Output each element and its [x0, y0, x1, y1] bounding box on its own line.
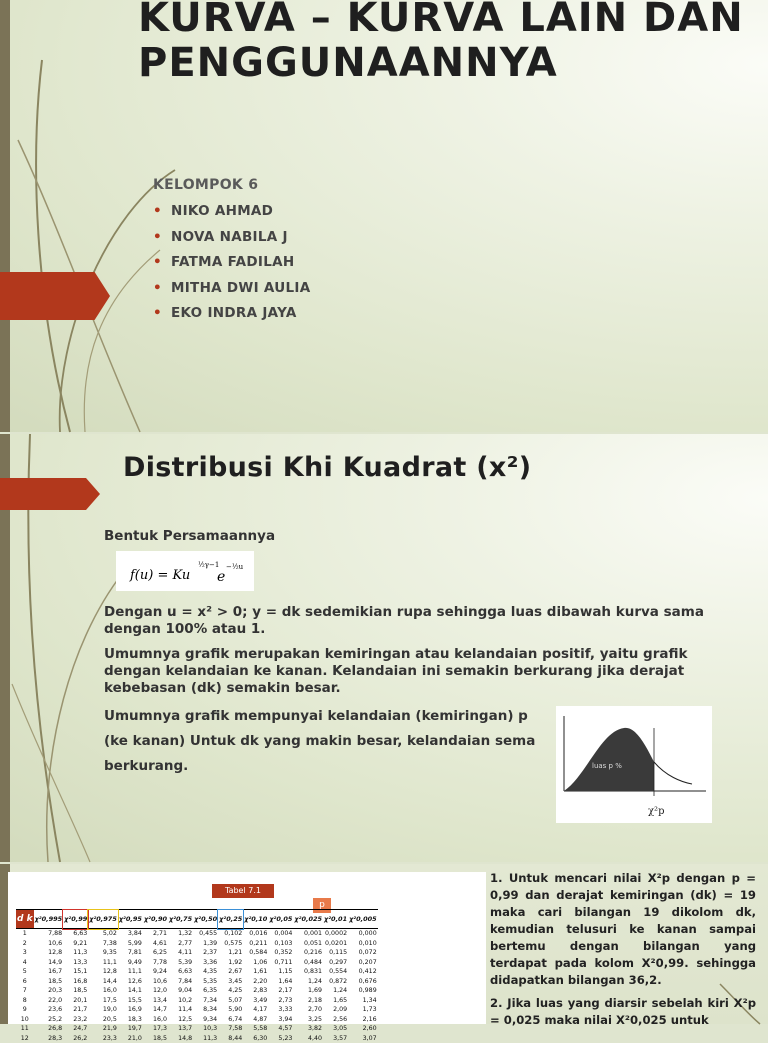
table-cell: 1,39	[193, 939, 218, 949]
table-cell: 0,016	[243, 929, 268, 939]
table-cell: 7,78	[143, 958, 168, 968]
dk-cell: 9	[16, 1005, 34, 1015]
table-cell: 13,4	[143, 996, 168, 1006]
table-cell: 23,6	[34, 1005, 64, 1015]
explanation-step-1: 1. Untuk mencari nilai X²p dengan p = 0,99 dan derajat kemiringan (dk) = 19 maka cari bilangan 19 dikolom dk, kemudian telusuri ke kanan sampai bertemu dengan bilangan yang terdapat pada kolom X²0,99. sehingga didapatkan bilangan 36,2.	[490, 870, 756, 989]
table-cell: 2,56	[323, 1015, 348, 1025]
table-cell: 0,072	[348, 948, 378, 958]
table-cell: 13,3	[63, 958, 88, 968]
table-cell: 7,58	[218, 1024, 243, 1034]
table-cell: 0,0002	[323, 929, 348, 939]
table-cell: 0,010	[348, 939, 378, 949]
table-header: χ²0,995	[34, 910, 64, 929]
table-cell: 6,25	[143, 948, 168, 958]
table-cell: 2,20	[243, 977, 268, 987]
table-cell: 7,38	[88, 939, 118, 949]
table-cell: 3,05	[323, 1024, 348, 1034]
formula-image	[116, 551, 254, 591]
table-cell: 20,1	[63, 996, 88, 1006]
table-cell: 0,103	[268, 939, 293, 949]
table-cell: 4,61	[143, 939, 168, 949]
table-header: χ²0,50	[193, 910, 218, 929]
table-cell: 0,004	[268, 929, 293, 939]
table-cell: 0,102	[218, 929, 243, 939]
table-header: χ²0,95	[118, 910, 143, 929]
table-cell: 20,5	[88, 1015, 118, 1025]
svg-text:e: e	[217, 569, 225, 585]
table-cell: 21,9	[88, 1024, 118, 1034]
table-cell: 5,02	[88, 929, 118, 939]
table-cell: 0,711	[268, 958, 293, 968]
table-cell: 0,352	[268, 948, 293, 958]
table-cell: 0,584	[243, 948, 268, 958]
table-cell: 0,211	[243, 939, 268, 949]
table-cell: 16,0	[143, 1015, 168, 1025]
table-cell: 4,11	[168, 948, 193, 958]
table-cell: 23,3	[88, 1034, 118, 1043]
table-cell: 12,0	[143, 986, 168, 996]
table-cell: 0,051	[293, 939, 323, 949]
table-cell: 1,61	[243, 967, 268, 977]
table-cell: 2,37	[193, 948, 218, 958]
chi-square-curve	[556, 706, 712, 823]
formula-graphic	[116, 551, 254, 591]
table-cell: 17,5	[88, 996, 118, 1006]
table-cell: 12,6	[118, 977, 143, 987]
dk-cell: 3	[16, 948, 34, 958]
table-cell: 3,36	[193, 958, 218, 968]
table-cell: 5,99	[118, 939, 143, 949]
dk-cell: 5	[16, 967, 34, 977]
table-cell: 4,57	[268, 1024, 293, 1034]
table-cell: 0,297	[323, 958, 348, 968]
table-cell: 3,49	[243, 996, 268, 1006]
chi-square-table-image	[8, 872, 486, 1024]
explanation-text	[490, 870, 756, 1035]
group-label: KELOMPOK 6	[153, 177, 258, 193]
table-cell: 5,35	[193, 977, 218, 987]
table-cell: 0,216	[293, 948, 323, 958]
slide-title	[0, 0, 768, 432]
table-header: χ²0,005	[348, 910, 378, 929]
table-cell: 11,1	[118, 967, 143, 977]
table-cell: 7,84	[168, 977, 193, 987]
table-cell: 21,0	[118, 1034, 143, 1043]
table-cell: 1,73	[348, 1005, 378, 1015]
chart-label: luas p %	[592, 762, 622, 770]
table-row	[16, 939, 378, 949]
table-row	[16, 958, 378, 968]
table-cell: 3,94	[268, 1015, 293, 1025]
table-cell: 4,17	[243, 1005, 268, 1015]
table-row	[16, 1034, 378, 1043]
table-cell: 13,7	[168, 1024, 193, 1034]
table-header: χ²0,25	[218, 910, 243, 929]
table-cell: 1,69	[293, 986, 323, 996]
table-row	[16, 977, 378, 987]
table-cell: 9,21	[63, 939, 88, 949]
table-cell: 2,77	[168, 939, 193, 949]
table-header: χ²0,10	[243, 910, 268, 929]
dk-cell: 11	[16, 1024, 34, 1034]
table-cell: 8,34	[193, 1005, 218, 1015]
table-cell: 14,1	[118, 986, 143, 996]
table-cell: 4,25	[218, 986, 243, 996]
table-cell: 4,35	[193, 967, 218, 977]
table-cell: 8,44	[218, 1034, 243, 1043]
accent-tab	[0, 478, 100, 510]
table-cell: 24,7	[63, 1024, 88, 1034]
table-cell: 3,07	[348, 1034, 378, 1043]
table-cell: 18,3	[118, 1015, 143, 1025]
table-cell: 2,09	[323, 1005, 348, 1015]
table-cell: 1,24	[323, 986, 348, 996]
table-cell: 15,1	[63, 967, 88, 977]
table-cell: 9,24	[143, 967, 168, 977]
table-cell: 9,49	[118, 958, 143, 968]
table-header: χ²0,99	[63, 910, 88, 929]
table-cell: 6,74	[218, 1015, 243, 1025]
list-item: • NIKO AHMAD	[153, 203, 311, 229]
table-cell: 6,63	[168, 967, 193, 977]
table-row	[16, 1024, 378, 1034]
table-cell: 5,07	[218, 996, 243, 1006]
table-cell: 9,34	[193, 1015, 218, 1025]
table-cell: 0,484	[293, 958, 323, 968]
table-cell: 0,831	[293, 967, 323, 977]
table-row	[16, 986, 378, 996]
table-row	[16, 996, 378, 1006]
list-item: • FATMA FADILAH	[153, 254, 311, 280]
table-cell: 7,34	[193, 996, 218, 1006]
table-cell: 5,58	[243, 1024, 268, 1034]
table-cell: 22,0	[34, 996, 64, 1006]
table-cell: 10,6	[143, 977, 168, 987]
table-cell: 4,40	[293, 1034, 323, 1043]
table-cell: 0,000	[348, 929, 378, 939]
table-cell: 19,7	[118, 1024, 143, 1034]
table-cell: 16,0	[88, 986, 118, 996]
svg-text:f(u) = Ku: f(u) = Ku	[129, 568, 190, 583]
table-cell: 0,676	[348, 977, 378, 987]
table-cell: 2,70	[293, 1005, 323, 1015]
table-cell: 11,3	[193, 1034, 218, 1043]
slide-title: Distribusi Khi Kuadrat (x²)	[123, 452, 531, 483]
table-row	[16, 1015, 378, 1025]
dk-cell: 1	[16, 929, 34, 939]
dk-header: d k	[16, 910, 34, 929]
table-cell: 25,2	[34, 1015, 64, 1025]
table-cell: 12,8	[34, 948, 64, 958]
table-cell: 20,3	[34, 986, 64, 996]
table-cell: 18,5	[143, 1034, 168, 1043]
table-cell: 11,3	[63, 948, 88, 958]
table-cell: 2,83	[243, 986, 268, 996]
table-cell: 14,7	[143, 1005, 168, 1015]
table-cell: 2,16	[348, 1015, 378, 1025]
chi-square-table	[16, 909, 378, 1043]
table-cell: 9,04	[168, 986, 193, 996]
table-header-row	[16, 910, 378, 929]
table-cell: 0,001	[293, 929, 323, 939]
table-cell: 1,21	[218, 948, 243, 958]
table-cell: 6,30	[243, 1034, 268, 1043]
table-header: χ²0,05	[268, 910, 293, 929]
table-cell: 10,6	[34, 939, 64, 949]
table-cell: 1,06	[243, 958, 268, 968]
table-cell: 10,3	[193, 1024, 218, 1034]
table-cell: 6,63	[63, 929, 88, 939]
table-cell: 19,0	[88, 1005, 118, 1015]
paragraph-definition: Dengan u = x² > 0; y = dk sedemikian rupa sehingga luas dibawah kurva sama dengan 100% atau 1.	[104, 604, 704, 638]
table-cell: 18,5	[63, 986, 88, 996]
table-cell: 14,4	[88, 977, 118, 987]
explanation-step-2: 2. Jika luas yang diarsir sebelah kiri X²p = 0,025 maka nilai X²0,025 untuk	[490, 995, 756, 1029]
table-row	[16, 929, 378, 939]
table-cell: 10,2	[168, 996, 193, 1006]
table-cell: 0,989	[348, 986, 378, 996]
table-cell: 21,7	[63, 1005, 88, 1015]
table-cell: 1,64	[268, 977, 293, 987]
table-cell: 9,35	[88, 948, 118, 958]
table-cell: 5,39	[168, 958, 193, 968]
table-cell: 0,412	[348, 967, 378, 977]
table-cell: 14,8	[168, 1034, 193, 1043]
table-cell: 1,32	[168, 929, 193, 939]
table-row	[16, 967, 378, 977]
table-cell: 2,17	[268, 986, 293, 996]
chi-square-curve-figure	[556, 706, 712, 823]
table-cell: 1,65	[323, 996, 348, 1006]
table-header: χ²0,90	[143, 910, 168, 929]
table-cell: 26,8	[34, 1024, 64, 1034]
table-cell: 7,81	[118, 948, 143, 958]
table-cell: 12,8	[88, 967, 118, 977]
paragraph-skew: Umumnya grafik merupakan kemiringan atau kelandaian positif, yaitu grafik dengan kelandaian ke kanan. Kelandaian ini semakin berkurang jika derajat kebebasan (dk) semakin besar.	[104, 646, 704, 697]
table-cell: 0,0201	[323, 939, 348, 949]
table-cell: 0,872	[323, 977, 348, 987]
table-cell: 4,87	[243, 1015, 268, 1025]
table-cell: 3,84	[118, 929, 143, 939]
table-header: χ²0,01	[323, 910, 348, 929]
page-title: KURVA – KURVA LAIN DAN PENGGUNAANNYA	[138, 0, 768, 86]
table-cell: 3,33	[268, 1005, 293, 1015]
table-cell: 5,90	[218, 1005, 243, 1015]
list-item: • NOVA NABILA J	[153, 229, 311, 255]
table-cell: 15,5	[118, 996, 143, 1006]
table-cell: 16,9	[118, 1005, 143, 1015]
table-row	[16, 948, 378, 958]
paragraph-line2: (ke kanan) Untuk dk yang makin besar, kelandaian sema	[104, 733, 554, 750]
table-cell: 1,24	[293, 977, 323, 987]
table-header: χ²0,75	[168, 910, 193, 929]
table-cell: 3,82	[293, 1024, 323, 1034]
table-cell: 18,5	[34, 977, 64, 987]
table-cell: 28,3	[34, 1034, 64, 1043]
table-cell: 26,2	[63, 1034, 88, 1043]
dk-cell: 4	[16, 958, 34, 968]
table-cell: 14,9	[34, 958, 64, 968]
dk-cell: 7	[16, 986, 34, 996]
list-item: • EKO INDRA JAYA	[153, 305, 311, 331]
table-row	[16, 1005, 378, 1015]
table-cell: 1,34	[348, 996, 378, 1006]
table-cell: 16,7	[34, 967, 64, 977]
table-cell: 17,3	[143, 1024, 168, 1034]
table-cell: 16,8	[63, 977, 88, 987]
table-cell: 3,25	[293, 1015, 323, 1025]
dk-cell: 2	[16, 939, 34, 949]
table-cell: 2,67	[218, 967, 243, 977]
table-cell: 0,207	[348, 958, 378, 968]
svg-text:½γ−1: ½γ−1	[198, 561, 219, 569]
chart-axis-label: χ²p	[648, 806, 664, 817]
table-cell: 0,575	[218, 939, 243, 949]
table-cell: 1,15	[268, 967, 293, 977]
table-cell: 11,4	[168, 1005, 193, 1015]
table-cell: 2,71	[143, 929, 168, 939]
table-cell: 0,115	[323, 948, 348, 958]
slide-table	[0, 864, 768, 1024]
table-cell: 2,73	[268, 996, 293, 1006]
table-cell: 12,5	[168, 1015, 193, 1025]
list-item: • MITHA DWI AULIA	[153, 280, 311, 306]
dk-cell: 8	[16, 996, 34, 1006]
slide-distribution	[0, 434, 768, 862]
table-cell: 11,1	[88, 958, 118, 968]
table-cell: 2,60	[348, 1024, 378, 1034]
table-header: χ²0,975	[88, 910, 118, 929]
accent-tab	[0, 272, 110, 320]
dk-cell: 12	[16, 1034, 34, 1043]
equation-label: Bentuk Persamaannya	[104, 528, 275, 544]
member-list	[153, 203, 311, 331]
table-cell: 1,92	[218, 958, 243, 968]
table-cell: 6,35	[193, 986, 218, 996]
table-cell: 7,88	[34, 929, 64, 939]
paragraph-line1: Umumnya grafik mempunyai kelandaian (kemiringan) p	[104, 708, 554, 725]
dk-cell: 10	[16, 1015, 34, 1025]
paragraph-line3: berkurang.	[104, 758, 554, 775]
table-cell: 2,18	[293, 996, 323, 1006]
p-label: p	[313, 898, 331, 913]
table-cell: 3,45	[218, 977, 243, 987]
table-cell: 3,57	[323, 1034, 348, 1043]
table-cell: 5,23	[268, 1034, 293, 1043]
svg-text:−½u: −½u	[226, 563, 244, 571]
dk-cell: 6	[16, 977, 34, 987]
table-cell: 0,455	[193, 929, 218, 939]
table-title: Tabel 7.1	[212, 884, 274, 898]
table-header: χ²0,025	[293, 910, 323, 929]
table-cell: 0,554	[323, 967, 348, 977]
table-cell: 23,2	[63, 1015, 88, 1025]
